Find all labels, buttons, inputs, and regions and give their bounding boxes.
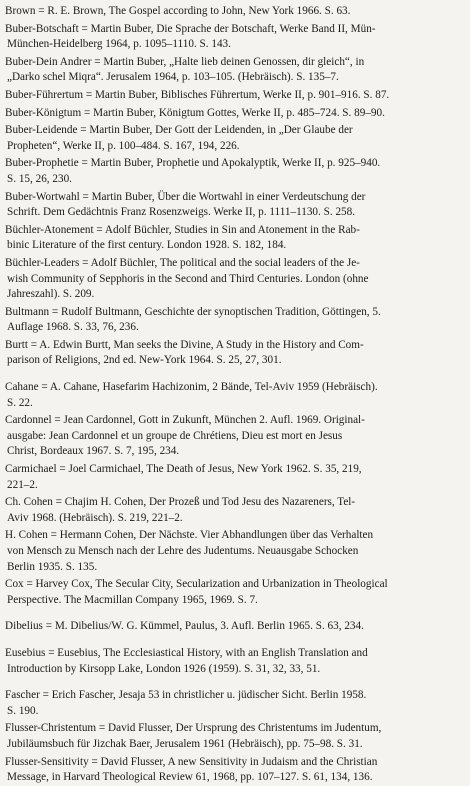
bibliography-entry: [5, 462, 460, 493]
entry-line: Burtt = A. Edwin Burtt, Man seeks the Divine, A Study in the History and Com-: [5, 338, 364, 351]
entry-line: Buber-Dein Andrer = Martin Buber, „Halte lieb deinen Genossen, dir gleich“, in: [5, 55, 365, 68]
bibliography-entry: [5, 646, 460, 677]
bibliography-entry: [5, 755, 460, 786]
entry-line: Message, in Harvard Theological Review 61, 1968, pp. 107–127. S. 61, 134, 136.: [7, 771, 373, 784]
entry-line: Jahreszahl). S. 209.: [7, 288, 95, 301]
entry-line: Ch. Cohen = Chajim H. Cohen, Der Prozeß und Tod Jesu des Nazareners, Tel-: [5, 496, 356, 509]
entry-line: Flusser-Christentum = David Flusser, Der Ursprung des Christentums im Judentum,: [5, 722, 382, 735]
section-gap: [5, 610, 460, 619]
entry-line: Büchler-Atonement = Adolf Büchler, Studies in Sin and Atonement in the Rab-: [5, 223, 360, 236]
section-gap: [5, 679, 460, 688]
entry-line: 221–2.: [7, 478, 38, 491]
entry-line: Fascher = Erich Fascher, Jesaja 53 in christlicher u. jüdischer Sicht. Berlin 1958.: [5, 689, 367, 702]
bibliography-entry: [5, 305, 460, 336]
entry-line: Carmichael = Joel Carmichael, The Death of Jesus, New York 1962. S. 35, 219,: [5, 463, 362, 476]
entry-line: Brown = R. E. Brown, The Gospel according to John, New York 1966. S. 63.: [5, 5, 351, 17]
entry-line: Büchler-Leaders = Adolf Büchler, The political and the social leaders of the Je-: [5, 256, 360, 269]
bibliography-entry: [5, 380, 460, 411]
entry-line: Buber-Prophetie = Martin Buber, Prophetie und Apokalyptik, Werke II, p. 925–940.: [5, 157, 381, 170]
entry-line: Buber-Führertum = Martin Buber, Biblisches Führertum, Werke II, p. 901–916. S. 87.: [5, 88, 390, 101]
entry-line: Berlin 1935. S. 135.: [7, 560, 98, 573]
entry-line: parison of Religions, 2nd ed. New-York 1964. S. 25, 27, 301.: [7, 354, 282, 367]
bibliography-entry: [5, 619, 460, 635]
bibliography-entry: [5, 22, 460, 53]
entry-line: S. 190.: [7, 704, 39, 717]
entry-line: binic Literature of the first century. London 1928. S. 182, 184.: [7, 239, 287, 252]
entry-line: Cardonnel = Jean Cardonnel, Gott in Zukunft, München 2. Aufl. 1969. Original-: [5, 414, 365, 427]
entry-line: Eusebius = Eusebius, The Ecclesiastical History, with an English Translation and: [5, 646, 368, 659]
entry-line: Auflage 1968. S. 33, 76, 236.: [7, 321, 139, 334]
entry-line: Buber-Leidende = Martin Buber, Der Gott der Leidenden, in „Der Glaube der: [5, 124, 353, 137]
section-gap: [5, 637, 460, 646]
entry-line: Flusser-Sensitivity = David Flusser, A new Sensitivity in Judaism and the Christian: [5, 755, 378, 768]
entry-line: von Mensch zu Mensch nach der Lehre des Judentums. Neuausgabe Schocken: [7, 545, 359, 557]
bibliography-entry: [5, 413, 460, 460]
entry-line: H. Cohen = Hermann Cohen, Der Nächste. Vier Abhandlungen über das Verhalten: [5, 529, 374, 542]
entry-line: Schrift. Dem Gedächtnis Franz Rosenzweigs. Werke II, p. 1111–1130. S. 258.: [7, 206, 356, 219]
bibliography-entry: [5, 338, 460, 369]
entry-line: „Darko schel Miqra“. Jerusalem 1964, p. 103–105. (Hebräisch). S. 135–7.: [7, 71, 339, 84]
bibliography-entry: [5, 577, 460, 608]
bibliography-entry: [5, 106, 460, 122]
entry-line: Buber-Königtum = Martin Buber, Königtum Gottes, Werke II, p. 485–724. S. 89–90.: [5, 106, 385, 119]
entry-line: Jubiläumsbuch für Jizchak Baer, Jerusalem 1961 (Hebräisch), pp. 75–98. S. 31.: [7, 737, 363, 750]
entry-line: Christ, Bordeaux 1967. S. 7, 195, 234.: [7, 445, 180, 458]
bibliography-entry: [5, 4, 460, 20]
bibliography-entry: [5, 495, 460, 526]
entry-line: Bultmann = Rudolf Bultmann, Geschichte der synoptischen Tradition, Göttingen, 5.: [5, 305, 381, 318]
bibliography-entry: [5, 223, 460, 254]
entry-line: Buber-Botschaft = Martin Buber, Die Sprache der Botschaft, Werke Band II, Mün-: [5, 22, 376, 35]
bibliography-entry: [5, 688, 460, 719]
entry-line: Cox = Harvey Cox, The Secular City, Secularization and Urbanization in Theological: [5, 578, 388, 591]
bibliography-entry: [5, 88, 460, 104]
bibliography-entry: [5, 55, 460, 86]
entry-line: Introduction by Kirsopp Lake, London 1926 (1959). S. 31, 32, 33, 51.: [7, 662, 321, 675]
entry-line: Buber-Wortwahl = Martin Buber, Über die Wortwahl in einer Verdeutschung der: [5, 190, 366, 203]
bibliography-entry: [5, 123, 460, 154]
entry-line: wish Community of Sepphoris in the Second and Third Centuries. London (ohne: [7, 272, 369, 285]
bibliography-entry: [5, 190, 460, 221]
entry-line: München-Heidelberg 1964, p. 1095–1110. S. 143.: [7, 38, 231, 51]
bibliography-entry: [5, 528, 460, 575]
entry-line: S. 22.: [7, 396, 33, 409]
bibliography-entry: [5, 256, 460, 303]
section-gap: [5, 371, 460, 380]
entry-line: Propheten“, Werke II, p. 100–484. S. 167, 194, 226.: [7, 139, 240, 152]
entry-line: Cahane = A. Cahane, Hasefarim Hachizonim, 2 Bände, Tel-Aviv 1959 (Hebräisch).: [5, 381, 378, 394]
bibliography-entry: [5, 721, 460, 752]
entry-line: S. 15, 26, 230.: [7, 172, 72, 185]
entry-line: Dibelius = M. Dibelius/W. G. Kümmel, Paulus, 3. Aufl. Berlin 1965. S. 63, 234.: [5, 620, 364, 633]
bibliography-entry: [5, 156, 460, 187]
entry-line: Aviv 1968. (Hebräisch). S. 219, 221–2.: [7, 511, 183, 524]
entry-line: ausgabe: Jean Cardonnel et un groupe de Chrétiens, Dieu est mort en Jesus: [7, 429, 343, 442]
entry-line: Perspective. The Macmillan Company 1965, 1969. S. 7.: [7, 593, 258, 606]
